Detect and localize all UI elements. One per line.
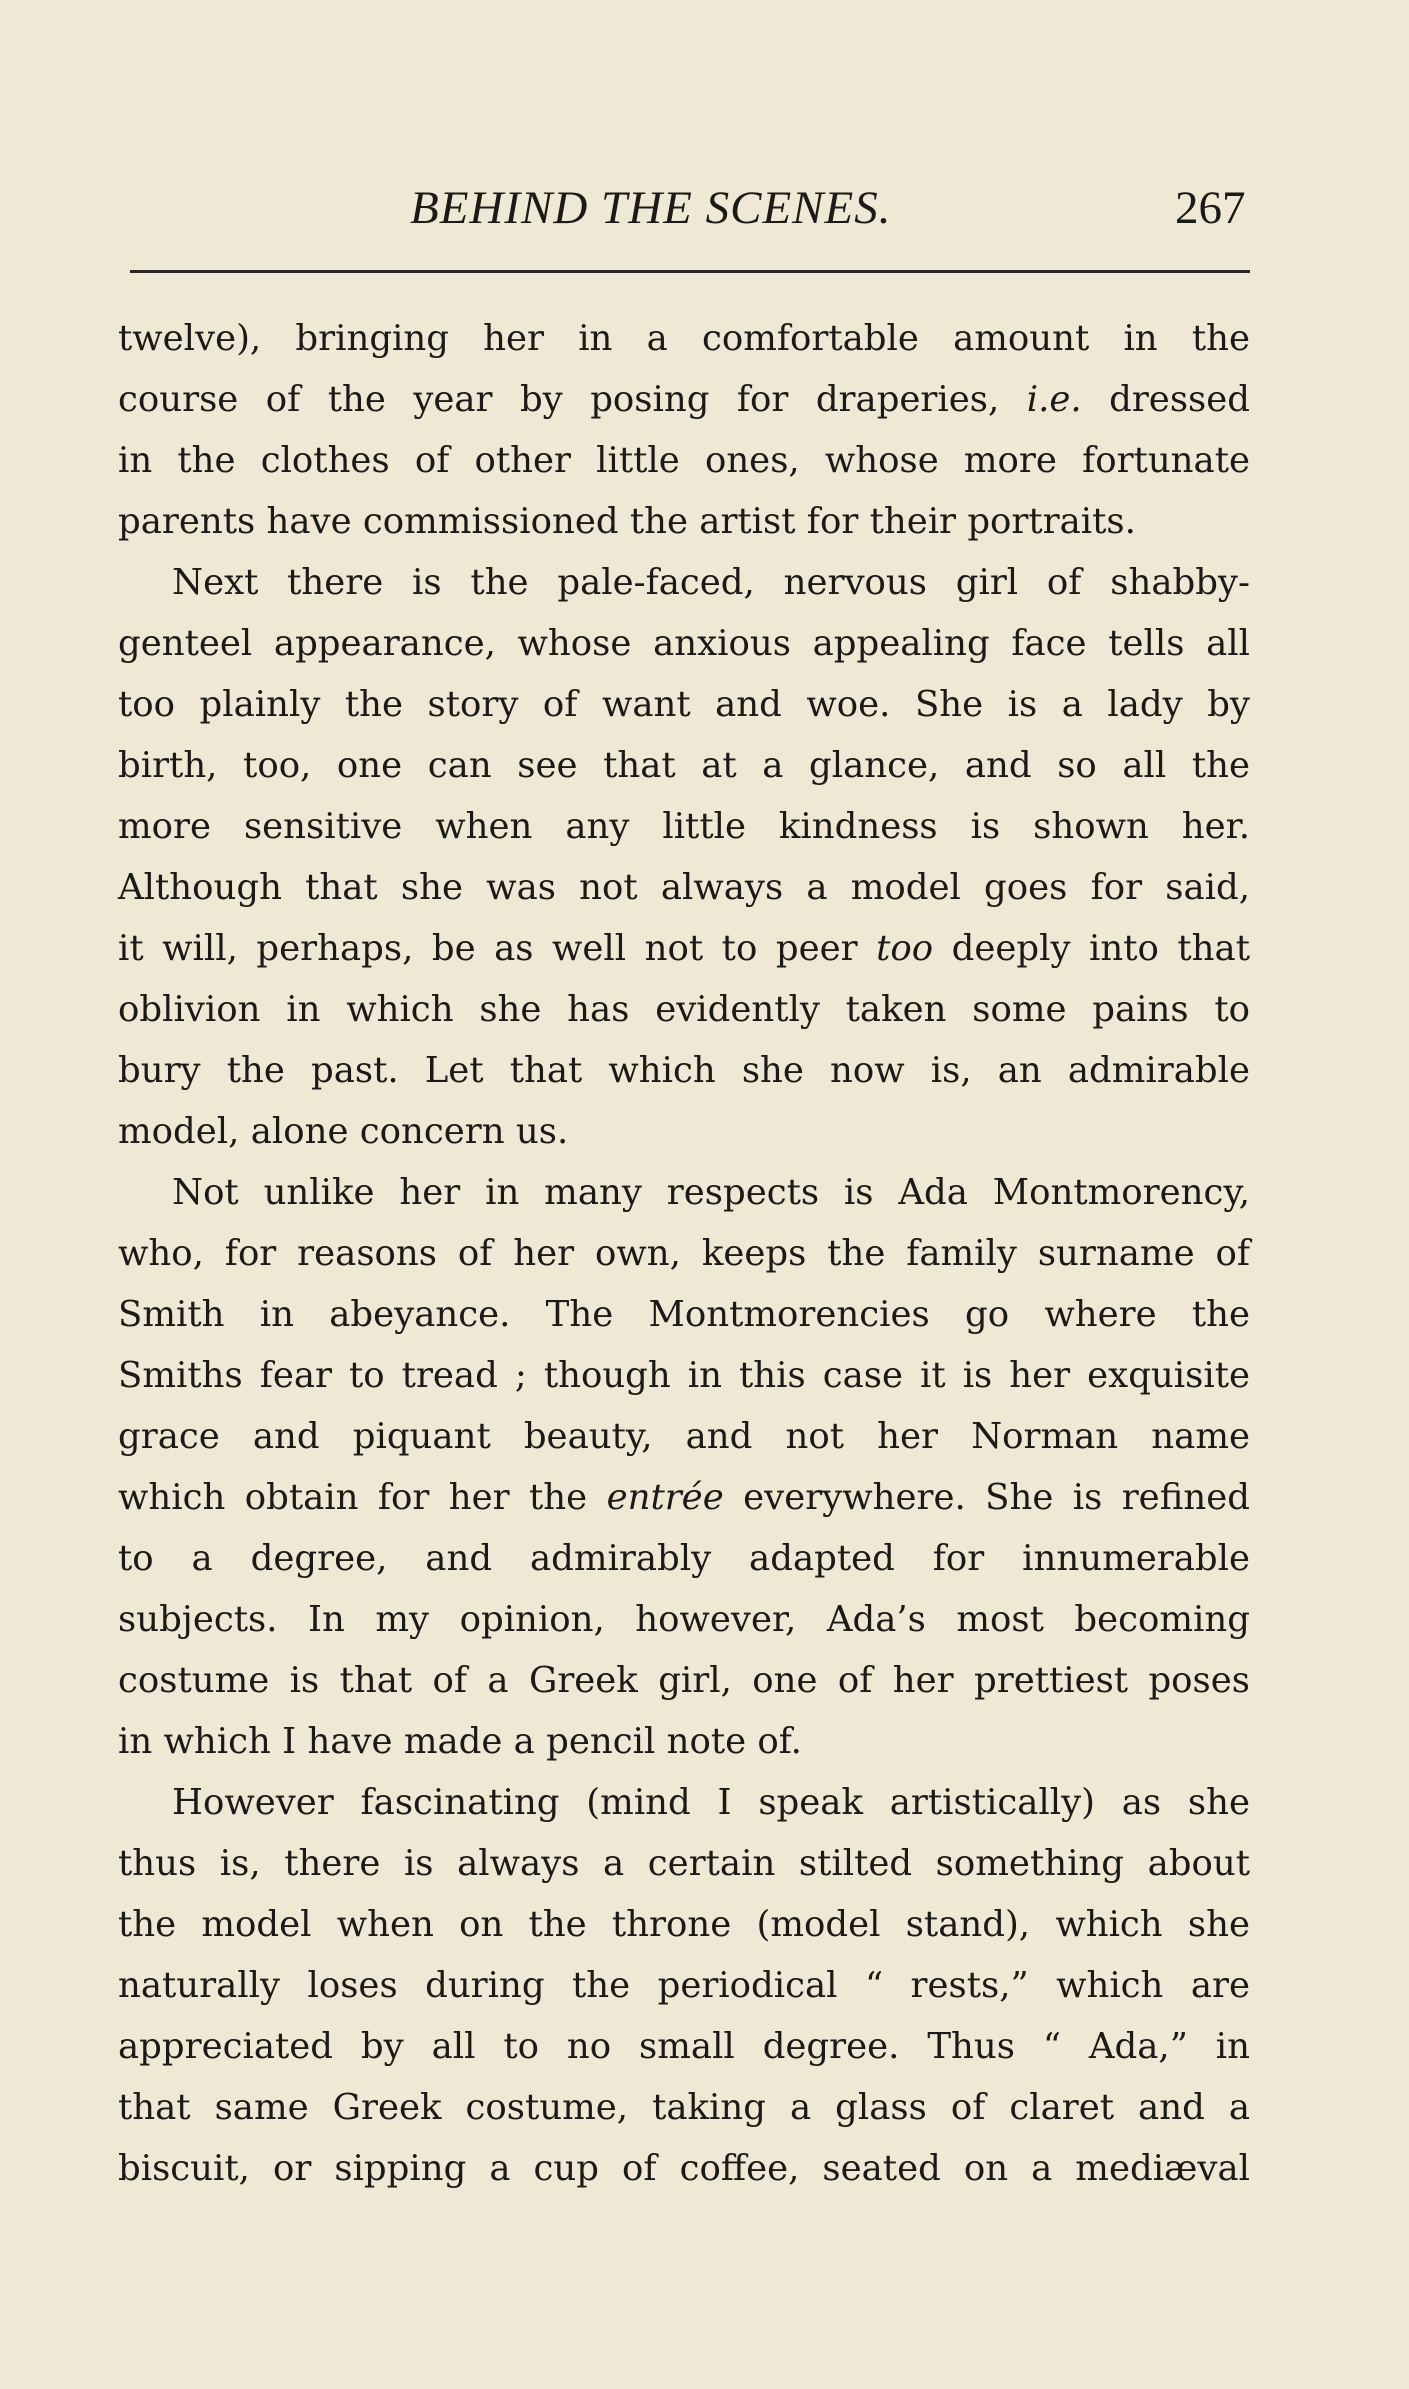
text-line: genteel appearance, whose anxious appealing face tells all	[118, 623, 1250, 664]
paragraph-start-line: Not unlike her in many respects is Ada Montmorency,	[172, 1172, 1250, 1213]
text-line	[118, 369, 1250, 430]
text-fragment: course of the year by posing for draperies,	[118, 379, 1000, 420]
text-fragment: dressed	[1109, 379, 1250, 420]
page-header	[0, 178, 1409, 238]
paragraph-start-line: However fascinating (mind I speak artistically) as she	[172, 1782, 1250, 1823]
text-line: grace and piquant beauty, and not her Norman name	[118, 1416, 1250, 1457]
text-line: Smith in abeyance. The Montmorencies go where the	[118, 1294, 1250, 1335]
text-line: that same Greek costume, taking a glass of claret and a	[118, 2087, 1250, 2128]
text-line: in the clothes of other little ones, whose more fortunate	[118, 440, 1250, 481]
italic-text: too	[876, 928, 934, 969]
header-rule	[130, 270, 1250, 273]
text-fragment: which obtain for her the	[118, 1477, 588, 1518]
text-line: oblivion in which she has evidently taken some pains to	[118, 989, 1250, 1030]
running-title: BEHIND THE SCENES.	[410, 182, 892, 234]
text-line	[118, 1467, 1250, 1528]
text-line: subjects. In my opinion, however, Ada’s most becoming	[118, 1599, 1250, 1640]
text-line: who, for reasons of her own, keeps the family surname of	[118, 1233, 1250, 1274]
text-line	[118, 918, 1250, 979]
text-line: Although that she was not always a model goes for said,	[118, 867, 1250, 908]
text-line: too plainly the story of want and woe. She is a lady by	[118, 684, 1250, 725]
page-number: 267	[1175, 182, 1246, 234]
text-fragment: deeply into that	[951, 928, 1250, 969]
text-line: twelve), bringing her in a comfortable amount in the	[118, 318, 1250, 359]
paragraph-start-line: Next there is the pale-faced, nervous girl of shabby-	[172, 562, 1250, 603]
text-fragment: it will, perhaps, be as well not to peer	[118, 928, 858, 969]
text-line: more sensitive when any little kindness is shown her.	[118, 806, 1250, 847]
text-line: biscuit, or sipping a cup of coffee, seated on a mediæval	[118, 2148, 1250, 2189]
text-line: thus is, there is always a certain stilted something about	[118, 1843, 1250, 1884]
italic-text: i.e.	[1026, 379, 1082, 420]
body-text	[118, 308, 1250, 2199]
text-line: bury the past. Let that which she now is, an admirable	[118, 1050, 1250, 1091]
text-line: the model when on the throne (model stand), which she	[118, 1904, 1250, 1945]
text-line: model, alone concern us.	[118, 1111, 569, 1152]
text-line: birth, too, one can see that at a glance, and so all the	[118, 745, 1250, 786]
text-line: naturally loses during the periodical “ rests,” which are	[118, 1965, 1250, 2006]
italic-text: entrée	[606, 1477, 724, 1518]
text-line: Smiths fear to tread ; though in this case it is her exquisite	[118, 1355, 1250, 1396]
text-line: costume is that of a Greek girl, one of her prettiest poses	[118, 1660, 1250, 1701]
text-line: appreciated by all to no small degree. Thus “ Ada,” in	[118, 2026, 1250, 2067]
text-line: to a degree, and admirably adapted for innumerable	[118, 1538, 1250, 1579]
text-line: in which I have made a pencil note of.	[118, 1721, 802, 1762]
text-fragment: everywhere. She is refined	[743, 1477, 1250, 1518]
text-line: parents have commissioned the artist for their portraits.	[118, 501, 1136, 542]
